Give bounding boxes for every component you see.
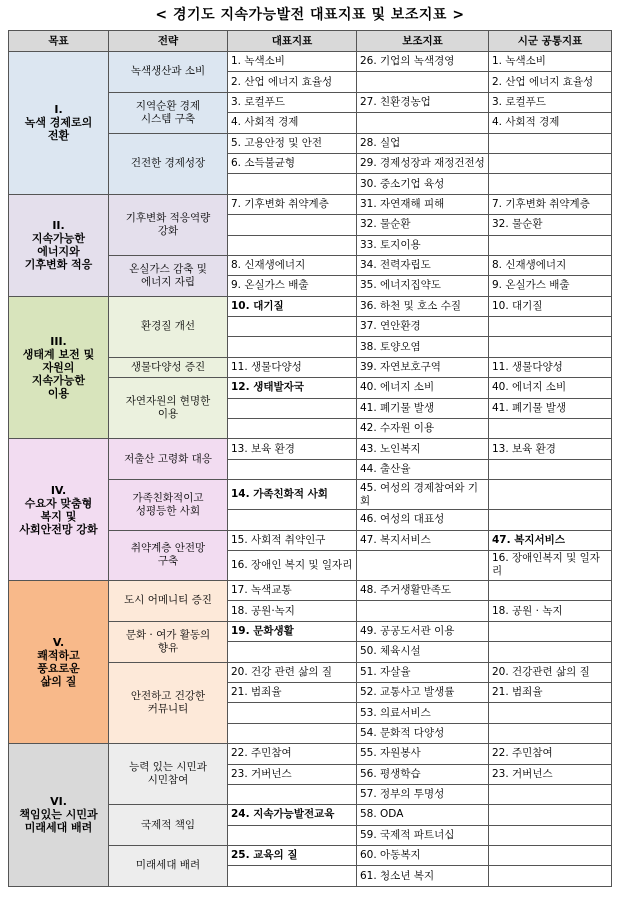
common-indicator-cell xyxy=(489,133,612,153)
strategy-cell: 건전한 경제성장 xyxy=(109,133,228,194)
table-row xyxy=(9,439,612,459)
strategy-cell: 지역순환 경제 시스템 구축 xyxy=(109,92,228,133)
strategy-cell: 가족친화적이고 성평등한 사회 xyxy=(109,480,228,530)
representative-indicator-cell: 16. 장애인 복지 및 일자리 xyxy=(228,550,357,580)
representative-indicator-cell: 21. 범죄율 xyxy=(228,682,357,702)
representative-indicator-cell: 3. 로컬푸드 xyxy=(228,92,357,112)
common-indicator-cell: 20. 건강관련 삶의 질 xyxy=(489,662,612,682)
auxiliary-indicator-cell: 31. 자연재해 피해 xyxy=(357,194,489,214)
representative-indicator-cell: 18. 공원·녹지 xyxy=(228,601,357,621)
auxiliary-indicator-cell: 30. 중소기업 육성 xyxy=(357,174,489,194)
strategy-cell: 미래세대 배려 xyxy=(109,846,228,887)
auxiliary-indicator-cell: 46. 여성의 대표성 xyxy=(357,510,489,530)
strategy-cell: 능력 있는 시민과 시민참여 xyxy=(109,744,228,805)
common-indicator-cell xyxy=(489,580,612,600)
auxiliary-indicator-cell: 26. 기업의 녹색경영 xyxy=(357,52,489,72)
common-indicator-cell: 16. 장애인복지 및 일자리 xyxy=(489,550,612,580)
strategy-cell: 도시 어메니티 증진 xyxy=(109,580,228,621)
representative-indicator-cell xyxy=(228,398,357,418)
table-row xyxy=(9,744,612,764)
common-indicator-cell: 13. 보육 환경 xyxy=(489,439,612,459)
common-indicator-cell xyxy=(489,317,612,337)
representative-indicator-cell xyxy=(228,317,357,337)
representative-indicator-cell xyxy=(228,723,357,743)
auxiliary-indicator-cell: 35. 에너지집약도 xyxy=(357,276,489,296)
representative-indicator-cell: 20. 건강 관련 삶의 질 xyxy=(228,662,357,682)
auxiliary-indicator-cell: 59. 국제적 파트너십 xyxy=(357,825,489,845)
header-representative: 대표지표 xyxy=(228,31,357,52)
common-indicator-cell: 9. 온실가스 배출 xyxy=(489,276,612,296)
representative-indicator-cell xyxy=(228,235,357,255)
strategy-cell: 자연자원의 현명한 이용 xyxy=(109,378,228,439)
common-indicator-cell: 7. 기후변화 취약계층 xyxy=(489,194,612,214)
auxiliary-indicator-cell: 41. 폐기물 발생 xyxy=(357,398,489,418)
common-indicator-cell xyxy=(489,846,612,866)
common-indicator-cell: 40. 에너지 소비 xyxy=(489,378,612,398)
representative-indicator-cell xyxy=(228,419,357,439)
common-indicator-cell: 2. 산업 에너지 효율성 xyxy=(489,72,612,92)
common-indicator-cell: 4. 사회적 경제 xyxy=(489,113,612,133)
common-indicator-cell xyxy=(489,703,612,723)
common-indicator-cell: 18. 공원 · 녹지 xyxy=(489,601,612,621)
common-indicator-cell xyxy=(489,337,612,357)
common-indicator-cell: 11. 생물다양성 xyxy=(489,357,612,377)
auxiliary-indicator-cell: 55. 자원봉사 xyxy=(357,744,489,764)
auxiliary-indicator-cell: 60. 아동복지 xyxy=(357,846,489,866)
representative-indicator-cell: 24. 지속가능발전교육 xyxy=(228,805,357,825)
representative-indicator-cell xyxy=(228,510,357,530)
representative-indicator-cell: 23. 거버넌스 xyxy=(228,764,357,784)
auxiliary-indicator-cell xyxy=(357,72,489,92)
representative-indicator-cell: 6. 소득불균형 xyxy=(228,153,357,173)
representative-indicator-cell: 1. 녹색소비 xyxy=(228,52,357,72)
indicator-table xyxy=(8,30,612,887)
common-indicator-cell: 22. 주민참여 xyxy=(489,744,612,764)
auxiliary-indicator-cell: 56. 평생학습 xyxy=(357,764,489,784)
header-strategy: 전략 xyxy=(109,31,228,52)
common-indicator-cell xyxy=(489,723,612,743)
auxiliary-indicator-cell: 34. 전력자립도 xyxy=(357,255,489,275)
common-indicator-cell xyxy=(489,153,612,173)
common-indicator-cell xyxy=(489,510,612,530)
auxiliary-indicator-cell: 28. 실업 xyxy=(357,133,489,153)
goal-cell: I. 녹색 경제로의 전환 xyxy=(9,52,109,195)
representative-indicator-cell xyxy=(228,866,357,886)
header-common: 시군 공통지표 xyxy=(489,31,612,52)
strategy-cell: 국제적 책임 xyxy=(109,805,228,846)
representative-indicator-cell: 14. 가족친화적 사회 xyxy=(228,480,357,510)
auxiliary-indicator-cell: 33. 토지이용 xyxy=(357,235,489,255)
representative-indicator-cell: 2. 산업 에너지 효율성 xyxy=(228,72,357,92)
strategy-cell: 온실가스 감축 및 에너지 자립 xyxy=(109,255,228,296)
representative-indicator-cell: 8. 신재생에너지 xyxy=(228,255,357,275)
table-row xyxy=(9,194,612,214)
common-indicator-cell xyxy=(489,459,612,479)
common-indicator-cell: 23. 거버넌스 xyxy=(489,764,612,784)
auxiliary-indicator-cell: 37. 연안환경 xyxy=(357,317,489,337)
representative-indicator-cell xyxy=(228,642,357,662)
representative-indicator-cell: 15. 사회적 취약인구 xyxy=(228,530,357,550)
strategy-cell: 생물다양성 증진 xyxy=(109,357,228,377)
auxiliary-indicator-cell xyxy=(357,550,489,580)
representative-indicator-cell: 5. 고용안정 및 안전 xyxy=(228,133,357,153)
auxiliary-indicator-cell: 40. 에너지 소비 xyxy=(357,378,489,398)
auxiliary-indicator-cell: 47. 복지서비스 xyxy=(357,530,489,550)
strategy-cell: 안전하고 건강한 커뮤니티 xyxy=(109,662,228,744)
common-indicator-cell: 8. 신재생에너지 xyxy=(489,255,612,275)
auxiliary-indicator-cell: 52. 교통사고 발생률 xyxy=(357,682,489,702)
common-indicator-cell: 32. 물순환 xyxy=(489,215,612,235)
common-indicator-cell: 10. 대기질 xyxy=(489,296,612,316)
common-indicator-cell: 3. 로컬푸드 xyxy=(489,92,612,112)
auxiliary-indicator-cell xyxy=(357,113,489,133)
common-indicator-cell: 41. 폐기물 발생 xyxy=(489,398,612,418)
representative-indicator-cell xyxy=(228,825,357,845)
common-indicator-cell: 1. 녹색소비 xyxy=(489,52,612,72)
auxiliary-indicator-cell: 43. 노인복지 xyxy=(357,439,489,459)
common-indicator-cell: 21. 범죄율 xyxy=(489,682,612,702)
auxiliary-indicator-cell: 29. 경제성장과 재정건전성 xyxy=(357,153,489,173)
representative-indicator-cell xyxy=(228,703,357,723)
representative-indicator-cell xyxy=(228,459,357,479)
table-body xyxy=(9,52,612,887)
strategy-cell: 기후변화 적응역량 강화 xyxy=(109,194,228,255)
strategy-cell: 취약계층 안전망 구축 xyxy=(109,530,228,580)
header-goal: 목표 xyxy=(9,31,109,52)
representative-indicator-cell: 10. 대기질 xyxy=(228,296,357,316)
representative-indicator-cell: 22. 주민참여 xyxy=(228,744,357,764)
representative-indicator-cell xyxy=(228,784,357,804)
strategy-cell: 저출산 고령화 대응 xyxy=(109,439,228,480)
common-indicator-cell xyxy=(489,480,612,510)
representative-indicator-cell: 25. 교육의 질 xyxy=(228,846,357,866)
auxiliary-indicator-cell: 50. 체육시설 xyxy=(357,642,489,662)
common-indicator-cell: 47. 복지서비스 xyxy=(489,530,612,550)
goal-cell: II. 지속가능한 에너지와 기후변화 적응 xyxy=(9,194,109,296)
page-title: < 경기도 지속가능발전 대표지표 및 보조지표 > xyxy=(155,7,465,23)
goal-cell: III. 생태계 보전 및 자원의 지속가능한 이용 xyxy=(9,296,109,439)
auxiliary-indicator-cell: 51. 자살율 xyxy=(357,662,489,682)
representative-indicator-cell: 11. 생물다양성 xyxy=(228,357,357,377)
common-indicator-cell xyxy=(489,805,612,825)
auxiliary-indicator-cell: 38. 토양오염 xyxy=(357,337,489,357)
table-row xyxy=(9,52,612,72)
representative-indicator-cell: 19. 문화생활 xyxy=(228,621,357,641)
auxiliary-indicator-cell: 48. 주거생활만족도 xyxy=(357,580,489,600)
common-indicator-cell xyxy=(489,235,612,255)
representative-indicator-cell xyxy=(228,215,357,235)
table-row xyxy=(9,296,612,316)
table-row xyxy=(9,580,612,600)
auxiliary-indicator-cell: 39. 자연보호구역 xyxy=(357,357,489,377)
goal-cell: VI. 책임있는 시민과 미래세대 배려 xyxy=(9,744,109,887)
header-auxiliary: 보조지표 xyxy=(357,31,489,52)
auxiliary-indicator-cell: 42. 수자원 이용 xyxy=(357,419,489,439)
representative-indicator-cell: 13. 보육 환경 xyxy=(228,439,357,459)
common-indicator-cell xyxy=(489,174,612,194)
auxiliary-indicator-cell: 45. 여성의 경제참여와 기회 xyxy=(357,480,489,510)
strategy-cell: 녹색생산과 소비 xyxy=(109,52,228,93)
common-indicator-cell xyxy=(489,784,612,804)
auxiliary-indicator-cell: 57. 정부의 투명성 xyxy=(357,784,489,804)
common-indicator-cell xyxy=(489,866,612,886)
header-row xyxy=(9,31,612,52)
auxiliary-indicator-cell: 36. 하천 및 호소 수질 xyxy=(357,296,489,316)
common-indicator-cell xyxy=(489,825,612,845)
representative-indicator-cell: 7. 기후변화 취약계층 xyxy=(228,194,357,214)
auxiliary-indicator-cell: 61. 청소년 복지 xyxy=(357,866,489,886)
representative-indicator-cell xyxy=(228,337,357,357)
auxiliary-indicator-cell: 49. 공공도서관 이용 xyxy=(357,621,489,641)
common-indicator-cell xyxy=(489,642,612,662)
goal-cell: IV. 수요자 맞춤형 복지 및 사회안전망 강화 xyxy=(9,439,109,581)
representative-indicator-cell: 4. 사회적 경제 xyxy=(228,113,357,133)
representative-indicator-cell: 12. 생태발자국 xyxy=(228,378,357,398)
representative-indicator-cell xyxy=(228,174,357,194)
goal-cell: V. 쾌적하고 풍요로운 삶의 질 xyxy=(9,580,109,743)
common-indicator-cell xyxy=(489,419,612,439)
auxiliary-indicator-cell xyxy=(357,601,489,621)
common-indicator-cell xyxy=(489,621,612,641)
auxiliary-indicator-cell: 53. 의료서비스 xyxy=(357,703,489,723)
auxiliary-indicator-cell: 27. 친환경농업 xyxy=(357,92,489,112)
auxiliary-indicator-cell: 54. 문화적 다양성 xyxy=(357,723,489,743)
auxiliary-indicator-cell: 44. 출산율 xyxy=(357,459,489,479)
strategy-cell: 환경질 개선 xyxy=(109,296,228,357)
representative-indicator-cell: 9. 온실가스 배출 xyxy=(228,276,357,296)
auxiliary-indicator-cell: 58. ODA xyxy=(357,805,489,825)
strategy-cell: 문화 · 여가 활동의 향유 xyxy=(109,621,228,662)
representative-indicator-cell: 17. 녹색교통 xyxy=(228,580,357,600)
auxiliary-indicator-cell: 32. 물순환 xyxy=(357,215,489,235)
